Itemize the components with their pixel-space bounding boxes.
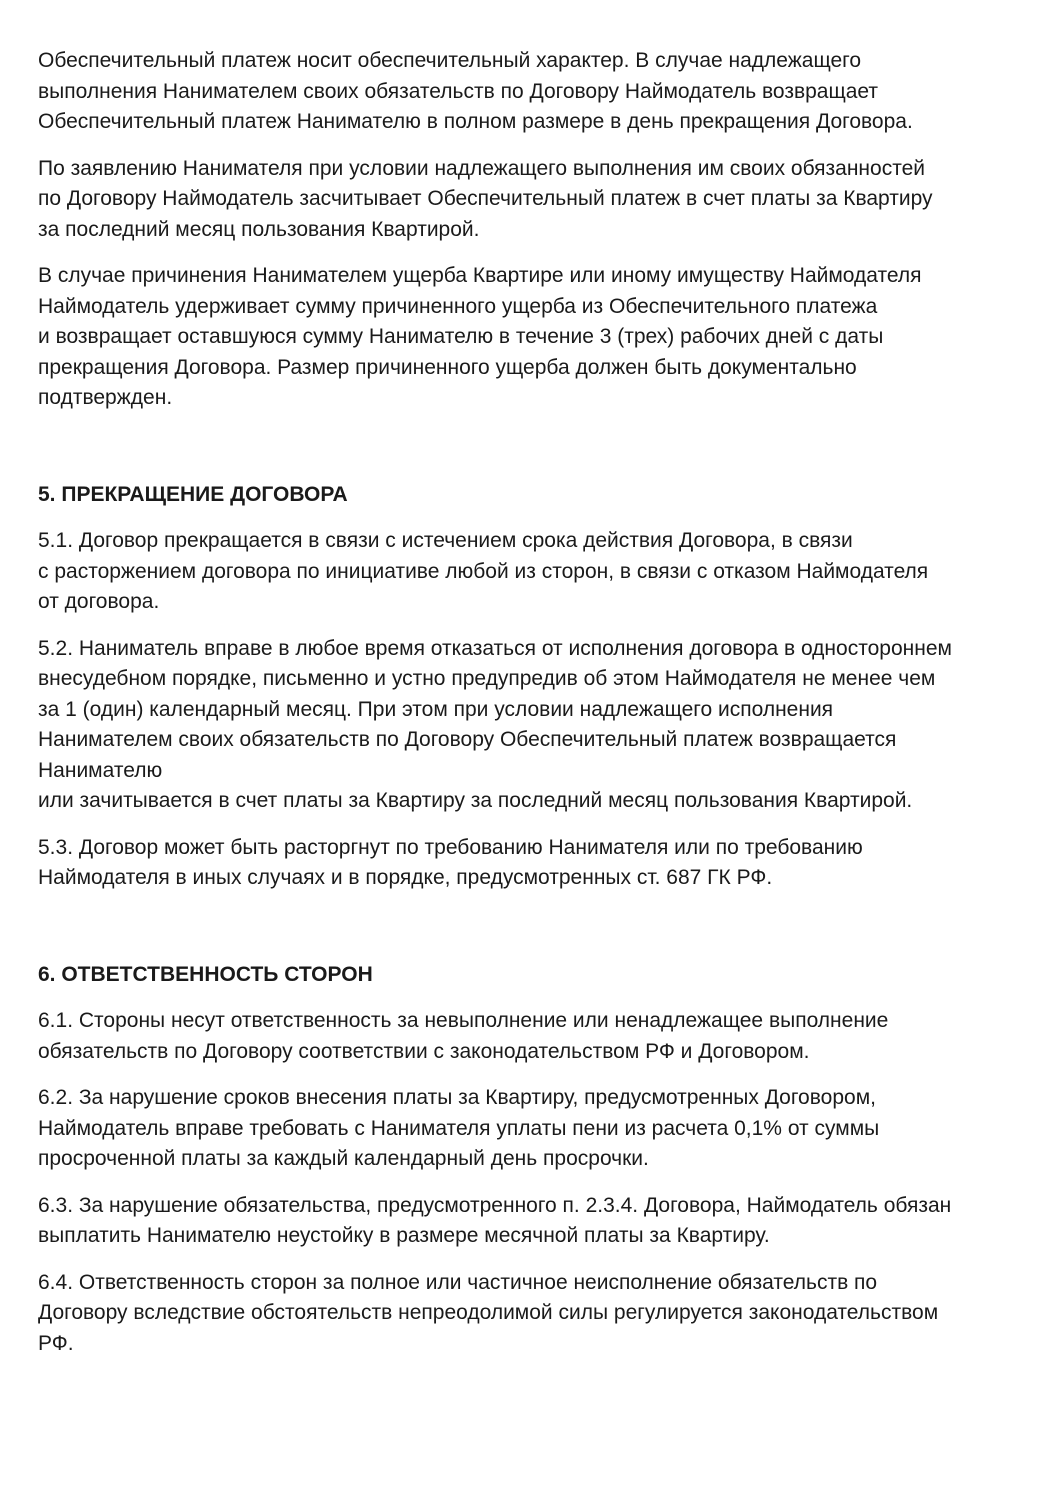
- text-line: Наймодателя в иных случаях и в порядке, предусмотренных ст. 687 ГК РФ.: [38, 866, 773, 889]
- text-line: 6.1. Стороны несут ответственность за невыполнение или ненадлежащее выполнение: [38, 1009, 889, 1032]
- section-5-paragraph-3: [38, 833, 1020, 894]
- intro-paragraph-1: [38, 46, 1020, 138]
- intro-paragraph-3: [38, 261, 1020, 414]
- text-line: просроченной платы за каждый календарный день просрочки.: [38, 1147, 649, 1170]
- text-line: Договору вследствие обстоятельств непреодолимой силы регулируется законодательством: [38, 1301, 939, 1324]
- text-line: РФ.: [38, 1331, 74, 1355]
- text-line: с расторжением договора по инициативе любой из сторон, в связи с отказом Наймодателя: [38, 559, 929, 583]
- section-5-paragraph-1: [38, 526, 1020, 618]
- text-line: за последний месяц пользования Квартирой.: [38, 217, 480, 241]
- section-5-paragraph-2: [38, 634, 1020, 817]
- intro-paragraph-2: [38, 154, 1020, 246]
- text-line: за 1 (один) календарный месяц. При этом при условии надлежащего исполнения: [38, 697, 834, 721]
- text-line: по Договору Наймодатель засчитывает Обеспечительный платеж в счет платы за Квартиру: [38, 187, 933, 210]
- section-6-paragraph-4: [38, 1268, 1020, 1360]
- text-line: Нанимателю: [38, 758, 163, 782]
- text-line: Наймодатель вправе требовать с Нанимателя уплаты пени из расчета 0,1% от суммы: [38, 1116, 880, 1140]
- section-6-paragraph-2: [38, 1083, 1020, 1175]
- text-line: Обеспечительный платеж Нанимателю в полном размере в день прекращения Договора.: [38, 110, 913, 133]
- text-line: подтвержден.: [38, 386, 173, 409]
- section-6-paragraph-1: [38, 1006, 1020, 1067]
- text-line: 5.1. Договор прекращается в связи с истечением срока действия Договора, в связи: [38, 529, 853, 552]
- section-6-paragraph-3: [38, 1191, 1020, 1252]
- text-line: прекращения Договора. Размер причиненного ущерба должен быть документально: [38, 355, 857, 379]
- text-line: выполнения Нанимателем своих обязательств по Договору Наймодатель возвращает: [38, 79, 879, 103]
- text-line: 5.2. Наниматель вправе в любое время отказаться от исполнения договора в одностороннем: [38, 636, 952, 660]
- text-line: и возвращает оставшуюся сумму Нанимателю в течение 3 (трех) рабочих дней с даты: [38, 325, 884, 348]
- text-line: выплатить Нанимателю неустойку в размере месячной платы за Квартиру.: [38, 1224, 770, 1247]
- section-5-heading: 5. ПРЕКРАЩЕНИЕ ДОГОВОРА: [38, 482, 348, 506]
- text-line: Нанимателем своих обязательств по Договору Обеспечительный платеж возвращается: [38, 728, 897, 751]
- text-line: В случае причинения Нанимателем ущерба Квартире или иному имуществу Наймодателя: [38, 264, 922, 287]
- text-line: Обеспечительный платеж носит обеспечительный характер. В случае надлежащего: [38, 49, 862, 72]
- text-line: 5.3. Договор может быть расторгнут по требованию Нанимателя или по требованию: [38, 835, 863, 859]
- text-line: внесудебном порядке, письменно и устно предупредив об этом Наймодателя не менее чем: [38, 667, 936, 690]
- text-line: или зачитывается в счет платы за Квартиру за последний месяц пользования Квартирой.: [38, 789, 913, 812]
- section-6-heading: 6. ОТВЕТСТВЕННОСТЬ СТОРОН: [38, 962, 373, 986]
- text-line: По заявлению Нанимателя при условии надлежащего выполнения им своих обязанностей: [38, 156, 926, 180]
- text-line: Наймодатель удерживает сумму причиненного ущерба из Обеспечительного платежа: [38, 294, 878, 318]
- text-line: 6.3. За нарушение обязательства, предусмотренного п. 2.3.4. Договора, Наймодатель обязан: [38, 1193, 952, 1217]
- text-line: 6.2. За нарушение сроков внесения платы за Квартиру, предусмотренных Договором,: [38, 1086, 876, 1109]
- text-line: 6.4. Ответственность сторон за полное или частичное неисполнение обязательств по: [38, 1270, 878, 1294]
- text-line: от договора.: [38, 590, 160, 613]
- text-line: обязательств по Договору соответствии с законодательством РФ и Договором.: [38, 1039, 810, 1063]
